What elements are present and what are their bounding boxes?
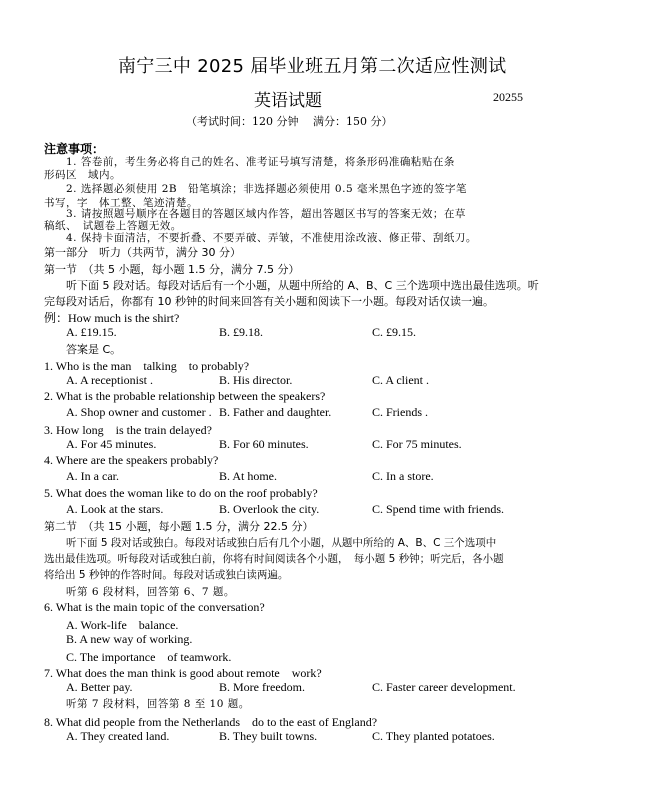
q8-option-c: C. They planted potatoes. bbox=[372, 729, 495, 743]
notes-heading: 注意事项： bbox=[44, 142, 105, 156]
note-item: 稿纸、 试题卷上答题无效。 bbox=[44, 220, 182, 232]
q6-option-b: B. A new way of working. bbox=[66, 632, 193, 646]
example-question: 例：How much is the shirt? bbox=[44, 311, 180, 325]
question-4: 4. Where are the speakers probably? bbox=[44, 453, 219, 467]
note-item: 书写，字 体工整、笔迹清楚。 bbox=[44, 197, 198, 209]
q7-option-c: C. Faster career development. bbox=[372, 680, 516, 694]
exam-subtitle: 英语试题 bbox=[254, 91, 322, 111]
example-option-a: A. £19.15. bbox=[66, 325, 117, 339]
q5-option-b: B. Overlook the city. bbox=[219, 502, 320, 516]
q4-option-c: C. In a store. bbox=[372, 469, 434, 483]
q7-option-b: B. More freedom. bbox=[219, 680, 305, 694]
note-item: 2. 选择题必须使用 2B 铅笔填涂；非选择题必须使用 0.5 毫米黑色字迹的签字笔 bbox=[66, 183, 467, 195]
note-item: 形码区 域内。 bbox=[44, 169, 121, 181]
section2-heading: 第二节 （共 15 小题，每小题 1.5 分，满分 22.5 分） bbox=[44, 520, 314, 533]
exam-info: （考试时间：120 分钟 满分：150 分） bbox=[186, 115, 393, 128]
q7-option-a: A. Better pay. bbox=[66, 680, 133, 694]
q1-option-c: C. A client . bbox=[372, 373, 429, 387]
q4-option-a: A. In a car. bbox=[66, 469, 119, 483]
part1-heading: 第一部分 听力（共两节，满分 30 分） bbox=[44, 246, 241, 259]
q1-option-a: A. A receptionist . bbox=[66, 373, 153, 387]
section1-instructions: 听下面 5 段对话。每段对话后有一个小题，从题中所给的 A、B、C 三个选项中选出最佳选项。听 bbox=[66, 279, 539, 292]
q3-option-b: B. For 60 minutes. bbox=[219, 437, 309, 451]
material-6-note: 听第 6 段材料，回答第 6、7 题。 bbox=[66, 586, 235, 598]
question-6: 6. What is the main topic of the conversation? bbox=[44, 600, 265, 614]
q3-option-a: A. For 45 minutes. bbox=[66, 437, 157, 451]
exam-date: 20255 bbox=[493, 90, 523, 104]
section2-instructions: 将给出 5 秒钟的作答时间。每段对话或独白读两遍。 bbox=[44, 569, 289, 581]
question-3: 3. How long is the train delayed? bbox=[44, 423, 212, 437]
example-option-c: C. £9.15. bbox=[372, 325, 417, 339]
q5-option-a: A. Look at the stars. bbox=[66, 502, 164, 516]
section1-instructions: 完每段对话后，你都有 10 秒钟的时间来回答有关小题和阅读下一小题。每段对话仅读一遍。 bbox=[44, 295, 494, 308]
question-5: 5. What does the woman like to do on the roof probably? bbox=[44, 486, 318, 500]
material-7-note: 听第 7 段材料，回答第 8 至 10 题。 bbox=[66, 698, 250, 710]
q3-option-c: C. For 75 minutes. bbox=[372, 437, 462, 451]
note-item: 3. 请按照题号顺序在各题目的答题区域内作答，超出答题区书写的答案无效；在草 bbox=[66, 208, 466, 220]
exam-title: 南宁三中 2025 届毕业班五月第二次适应性测试 bbox=[118, 56, 507, 77]
example-answer: 答案是 C。 bbox=[66, 343, 122, 356]
q1-option-b: B. His director. bbox=[219, 373, 293, 387]
question-2: 2. What is the probable relationship between the speakers? bbox=[44, 389, 326, 403]
q6-option-c: C. The importance of teamwork. bbox=[66, 650, 232, 664]
q5-option-c: C. Spend time with friends. bbox=[372, 502, 504, 516]
example-option-b: B. £9.18. bbox=[219, 325, 264, 339]
note-item: 1. 答卷前，考生务必将自己的姓名、准考证号填写清楚，将条形码准确粘贴在条 bbox=[66, 156, 455, 168]
section2-instructions: 选出最佳选项。听每段对话或独白前，你将有时间阅读各个小题， 每小题 5 秒钟；听完后，各小题 bbox=[44, 553, 504, 565]
question-7: 7. What does the man think is good about remote work? bbox=[44, 666, 322, 680]
q2-option-a: A. Shop owner and customer . bbox=[66, 405, 212, 419]
section2-instructions: 听下面 5 段对话或独白。每段对话或独白后有几个小题，从题中所给的 A、B、C 三个选项中 bbox=[66, 537, 497, 549]
q8-option-a: A. They created land. bbox=[66, 729, 170, 743]
note-item: 4. 保持卡面清洁，不要折叠、不要弄破、弄皱，不准使用涂改液、修正带、刮纸刀。 bbox=[66, 232, 477, 244]
q2-option-b: B. Father and daughter. bbox=[219, 405, 332, 419]
q6-option-a: A. Work-life balance. bbox=[66, 618, 179, 632]
q2-option-c: C. Friends . bbox=[372, 405, 429, 419]
q8-option-b: B. They built towns. bbox=[219, 729, 318, 743]
section1-heading: 第一节 （共 5 小题，每小题 1.5 分，满分 7.5 分） bbox=[44, 263, 300, 276]
question-1: 1. Who is the man talking to probably? bbox=[44, 359, 250, 373]
question-8: 8. What did people from the Netherlands do to the east of England? bbox=[44, 715, 378, 729]
q4-option-b: B. At home. bbox=[219, 469, 278, 483]
